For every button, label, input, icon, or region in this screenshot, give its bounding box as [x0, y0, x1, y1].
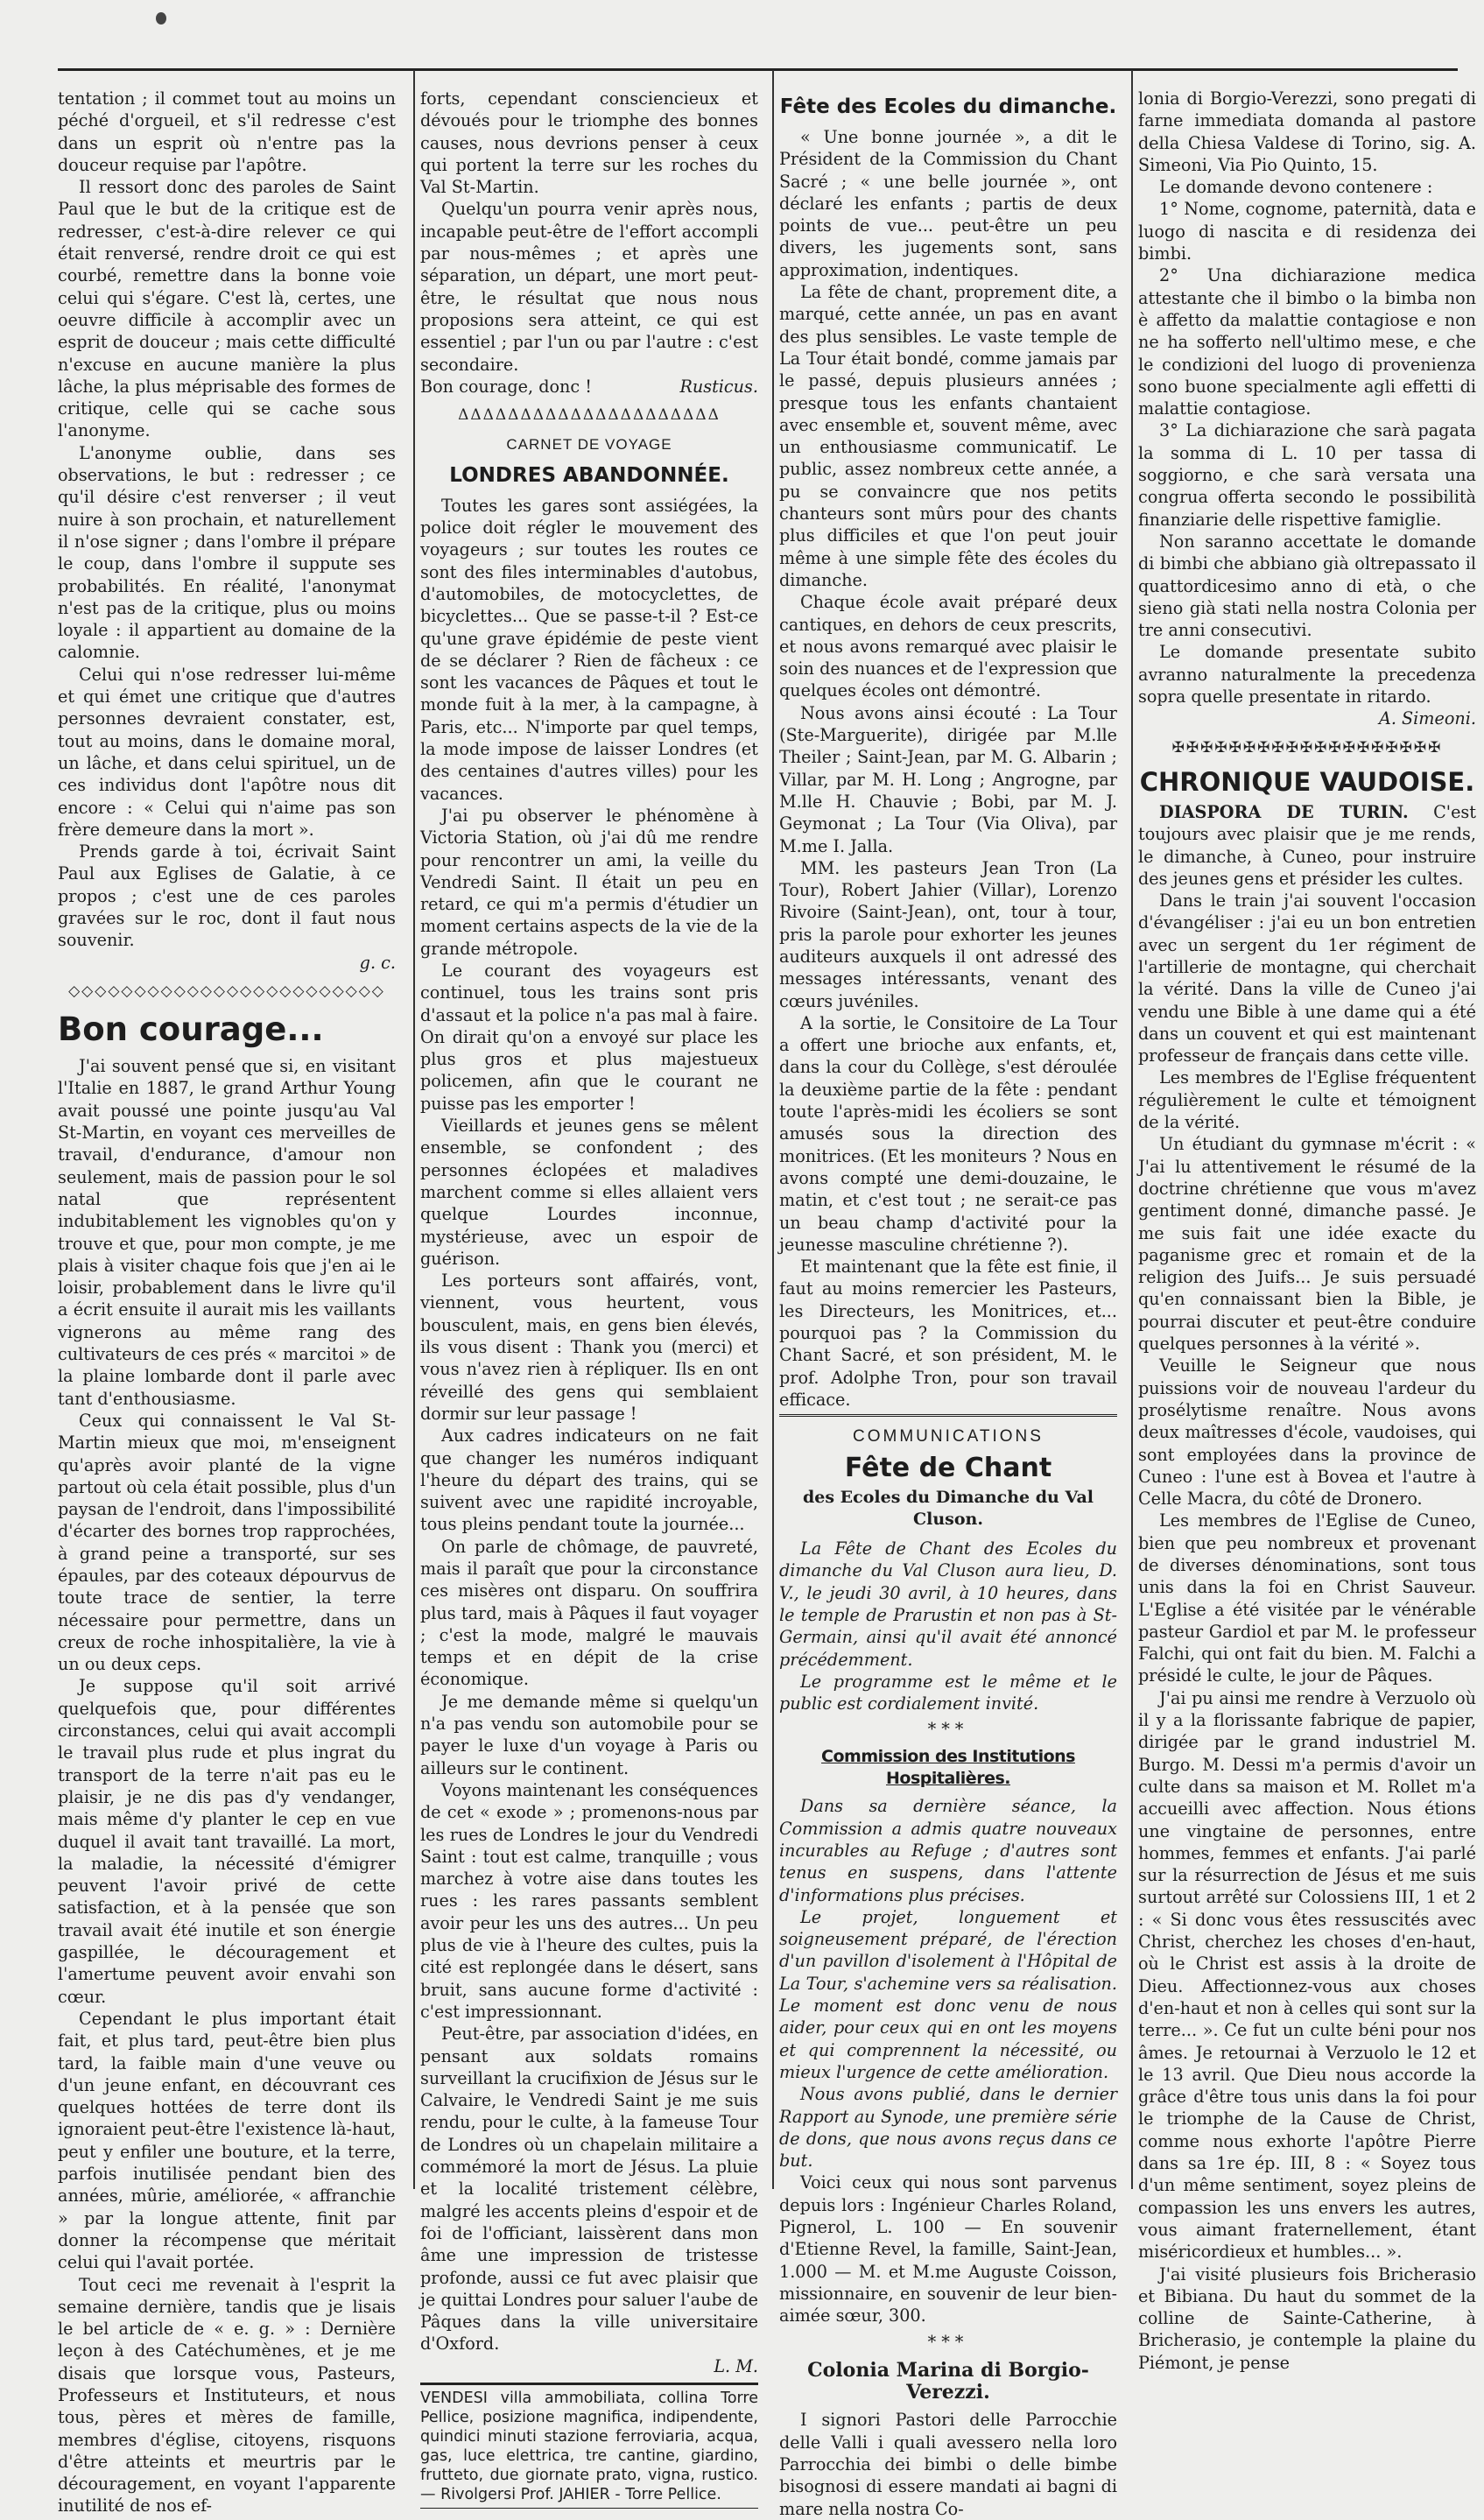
top-rule [58, 68, 1458, 71]
paragraph: Dans sa dernière séance, la Commission a admis quatre nouveaux incurables au Refuge ; d'autres sont tenus en suspens, dans l'attente d'informations plus précises. [779, 1796, 1117, 1905]
paragraph: Il ressort donc des paroles de Saint Paul que le but de la critique est de redresser, c'est-à-dire relever ce qui était renversé, rendre droit ce qui est courbé, remettre dans la bonne voie celui qui s'égare. C'est là, certes, une oeuvre difficile à accomplir avec un esprit de douceur ; mais cette difficulté n'excuse en aucune manière la plus lâche, la plus méprisable des formes de critique, celle qui se cache sous l'anonyme. [58, 177, 396, 441]
ink-blot [156, 12, 166, 25]
paragraph: Un étudiant du gymnase m'écrit : « J'ai lu attentivement le résumé de la doctrine chrétienne que vous m'avez gentiment donné, dimanche passé. Je me suis fait une idée exacte du paganisme grec et romain et de la religion des Juifs... Je suis persuadé qu'en connaissant bien la Bible, je pourrai discuter et peut-être conduire quelques personnes à la vérité ». [1138, 1134, 1476, 1355]
paragraph: tentation ; il commet tout au moins un péché d'orgueil, et s'il redresse c'est dans un esprit où n'entre pas la douceur requise par l'apôtre. [58, 88, 396, 175]
paragraph-text: C'est toujours avec plaisir que je me rends, le dimanche, à Cuneo, pour instruire des jeunes gens et présider les cultes. [1138, 801, 1476, 889]
paragraph: 2° Una dichiarazione medica attestante che il bimbo o la bimba non è affetto da malattie contagiose e non ne ha sofferto nell'ultimo mese, e che le condizioni del luogo di provenienza sono buone specialmente agli effetti di malattie contagiose. [1138, 265, 1476, 419]
signature-line [420, 376, 758, 398]
paragraph: MM. les pasteurs Jean Tron (La Tour), Robert Jahier (Villar), Lorenzo Rivoire (Saint-Jean), ont, tour à tour, pris la parole pour exhorter les jeunes auditeurs auxquels il ont adressé des messages intéressants, venant des cœurs juvéniles. [779, 857, 1117, 1011]
paragraph: 3° La dichiarazione che sarà pagata la somma di L. 10 per tassa di soggiorno, e che sarà versata una congrua offerta secondo le possibilità finanziarie delle rispettive famiglie. [1138, 420, 1476, 530]
paragraph: J'ai pu ainsi me rendre à Verzuolo où il y a la florissante fabrique de papier, dirigée par le grand industriel M. Burgo. M. Dessi m'a permis d'avoir un culte dans sa maison et M. Rollet m'a accueilli avec affection. Nous étions une vingtaine de personnes, entre hommes, femmes et enfants. J'ai parlé sur la résurrection de Jésus et me suis surtout arrêté sur Colossiens III, 1 et 2 : « Si donc vous êtes ressuscités avec Christ, cherchez les choses d'en-haut, où le Christ est assis à la droite de Dieu. Affectionnez-vous aux choses d'en-haut et non à celles qui sont sur la terre... ». Ce fut un culte béni pour nos âmes. Je retournai à Verzuolo le 12 et le 13 avril. Que Dieu nous accorde la grâce d'être tous unis dans la foi pour le triomphe de la Cause de Christ, comme nous exhorte l'apôtre Pierre dans sa 1re ép. III, 8 : « Soyez tous d'un même sentiment, soyez pleins de compassion les uns envers les autres, vous aimant fraternellement, étant miséricordieux et humbles... ». [1138, 1687, 1476, 2263]
paragraph: Je me demande même si quelqu'un n'a pas vendu son automobile pour se payer le luxe d'un voyage à Paris ou ailleurs sur le continent. [420, 1691, 758, 1778]
article-title: Fête des Ecoles du dimanche. [779, 95, 1117, 118]
paragraph: Les membres de l'Eglise de Cuneo, bien que peu nombreux et provenant de diverses dénominations, sont tous unis dans la foi en Christ Sauveur. L'Eglise a été visitée par le vénérable pasteur Gardiol et par M. le professeur Falchi, qui ont fait du bien. M. Falchi a présidé le culte, le jour de Pâques. [1138, 1510, 1476, 1686]
paragraph: La Fête de Chant des Ecoles du dimanche du Val Cluson aura lieu, D. V., le jeudi 30 avril, à 10 heures, dans le temple de Prarustin et non pas à St-Germain, ainsi qu'il avait été annoncé précédemment. [779, 1538, 1117, 1670]
classified-ad: VENDESI villa ammobiliata, collina Torre Pellice, posizione magnifica, indipendente, quindici minuti stazione ferroviaria, acqua, gas, luce elettrica, tre cantine, giardino, frutteto, due giornate prato, vigna, rustico. — Rivolgersi Prof. JAHIER - Torre Pellice. [420, 2383, 758, 2509]
paragraph: Les porteurs sont affairés, vont, viennent, vous heurtent, vous bousculent, mais, en gens bien élevés, ils vous disent : Thank you (merci) et vous n'avez rien à répliquer. Ils en ont réveillé des gens qui semblaient dormir sur leur passage ! [420, 1271, 758, 1424]
paragraph: La fête de chant, proprement dite, a marqué, cette année, un pas en avant des plus sensibles. Le vaste temple de La Tour était bondé, comme jamais par le passé, depuis plusieurs années ; presque tous les enfants chantaient avec ensemble et, souvent même, avec un enthousiasme communicatif. Le public, assez nombreux cette année, a pu se convaincre que nos petits chanteurs sont mûrs pour des chants plus difficiles et que l'on peut jouir même à une simple fête des écoles du dimanche. [779, 282, 1117, 590]
paragraph: lonia di Borgio-Verezzi, sono pregati di farne immediata domanda al pastore della Chiesa Valdese di Torino, sig. A. Simeoni, Via Pio Quinto, 15. [1138, 88, 1476, 175]
paragraph: Le domande presentate subito avranno naturalmente la precedenza sopra quelle presentate in ritardo. [1138, 642, 1476, 707]
section-kicker: COMMUNICATIONS [853, 1427, 1044, 1447]
paragraph: Chaque école avait préparé deux cantiques, en dehors de ceux prescrits, et nous avons remarqué avec plaisir le soin des nuances et de l'expression que quelques écoles ont démontré. [779, 592, 1117, 701]
paragraph: Non saranno accettate le domande di bimbi che abbiano già oltrepassato il quattordicesimo anno di età, o che sieno già stati nella nostra Colonia per tre anni consecutivi. [1138, 531, 1476, 641]
column-separator [413, 70, 415, 2189]
article-title: CHRONIQUE VAUDOISE. [1139, 766, 1475, 797]
paragraph: Cependant le plus important était fait, et plus tard, peut-être bien plus tard, la faible main d'une veuve ou d'un jeune enfant, en découvrant ces quelques hottées de terre dont ils ignoraient peut-être l'existence là-haut, peut y enfiler une bouture, et la terre, parfois inutilisée pendant bien des années, mûrie, améliorée, « affranchie » par la longue attente, finit par donner la récompense que méritait celui qui l'avait portée. [58, 2008, 396, 2273]
paragraph [1138, 801, 1476, 890]
column-4 [1138, 88, 1476, 2373]
paragraph: Aux cadres indicateurs on ne fait que changer les numéros indiquant l'heure du départ des trains, qui se suivent avec une rapidité incroyable, tous pleins pendant toute la journée... [420, 1425, 758, 1535]
paragraph: Ceux qui connaissent le Val St-Martin mieux que moi, m'enseignent qu'après avoir planté de la vigne partout où cela était possible, plus d'un paysan de l'endroit, dans l'impossibilité d'écarter des bornes trop rapprochées, à grand peine a transporté, sur ses épaules, par des coteaux dépourvus de toute trace de sentier, la terre nécessaire pour permettre, dans un creux de roche inhospitalière, la vie à un ou deux ceps. [58, 1410, 396, 1675]
paragraph: Prends garde à toi, écrivait Saint Paul aux Eglises de Galatie, à ce propos ; c'est une de ces paroles gravées sur le roc, dont il faut nous souvenir. [58, 841, 396, 951]
signature: Rusticus. [679, 376, 758, 397]
signature: L. M. [714, 2355, 758, 2376]
paragraph: Veuille le Seigneur que nous puissions voir de nouveau l'ardeur du prosélytisme renaître. Nous avons deux maîtresses d'école, vaudoises, qui sont employées dans la province de Cuneo : l'une est à Bovea et l'autre à Celle Macra, du côté de Dronero. [1138, 1355, 1476, 1510]
ornament-divider: ◇◇◇◇◇◇◇◇◇◇◇◇◇◇◇◇◇◇◇◇◇◇◇◇ [68, 982, 385, 1000]
column-separator [1131, 70, 1133, 2189]
paragraph: J'ai visité plusieurs fois Bricherasio et Bibiana. Du haut du sommet de la colline de Sainte-Catherine, à Bricherasio, je contemple la plaine du Piémont, je pense [1138, 2263, 1476, 2373]
paragraph: Quelqu'un pourra venir après nous, incapable peut-être de l'effort accompli par nous-mêmes ; et après une séparation, un départ, une mort peut-être, le résultat que nous nous proposions sera atteint, ce qui est essentiel ; par l'un ou par l'autre : c'est secondaire. [420, 199, 758, 375]
column-2 [420, 88, 758, 2503]
paragraph: Voyons maintenant les conséquences de cet « exode » ; promenons-nous par les rues de Londres le jour du Vendredi Saint : tout est calme, tranquille ; vous marchez à votre aise dans toutes les rues : les rares passants semblent avoir peur les uns des autres... Un peu plus de vie à l'heure des cultes, puis la cité est replongée dans le désert, sans bruit, sans aucune forme d'activité : c'est impressionnant. [420, 1779, 758, 2022]
column-1 [58, 88, 396, 2516]
paragraph: Nous avons ainsi écouté : La Tour (Ste-Marguerite), dirigée par M.lle Theiler ; Saint-Jean, par M. G. Albarin ; Villar, par M. H. Long ; Angrogne, par M.lle H. Chauvie ; Bobi, par M. J. Geymonat ; La Tour (Via Oliva), par M.me I. Jalla. [779, 702, 1117, 856]
paragraph: Le domande devono contenere : [1159, 177, 1433, 198]
article-subtitle: des Ecoles du Dimanche du Val Cluson. [803, 1487, 1094, 1529]
article-title: Bon courage... [58, 1010, 324, 1049]
paragraph: Vieillards et jeunes gens se mêlent ensemble, se confondent ; des personnes éclopées et maladives marchent comme si elles allaient vers quelque Lourdes inconnue, mystérieuse, avec un espoir de guérison. [420, 1116, 758, 1269]
paragraph: On parle de chômage, de pauvreté, mais il paraît que pour la circonstance ces misères ont disparu. On souffrira plus tard, mais à Pâques il faut voyager ; c'est la mode, malgré le mauvais temps et en dépit de la crise économique. [420, 1536, 758, 1690]
paragraph: L'anonyme oublie, dans ses observations, le but : redresser ; ce qu'il désire c'est renverser ; il veut nuire à son prochain, et naturellement il n'ose signer ; dans l'ombre il prépare le coup, dans l'ombre il suppute ses probabilités. En réalité, l'anonymat n'est pas de la critique, plus ou moins loyale : il appartient au domaine de la calomnie. [58, 442, 396, 663]
paragraph: Celui qui n'ose redresser lui-même et qui émet une critique que d'autres personnes devraient constater, est, tout au moins, dans le domaine moral, un lâche, et dans celui spirituel, un de ces individus dont l'apôtre nous dit encore : « Celui qui n'aime pas son frère demeure dans la mort ». [58, 664, 396, 840]
paragraph: Voici ceux qui nous sont parvenus depuis lors : Ingénieur Charles Roland, Pignerol, L. 100 — En souvenir d'Etienne Revel, la famille, Saint-Jean, 1.000 — M. et M.me Auguste Coisson, missionnaire, en souvenir de leur bien-aimée sœur, 300. [779, 2172, 1117, 2326]
section-rule [779, 1414, 1117, 1417]
stars-divider: *** [927, 1719, 969, 1740]
paragraph: Dans le train j'ai souvent l'occasion d'évangéliser : j'ai eu un bon entretien avec un sergent du 1er régiment de l'artillerie de montagne, qui cherchait la vérité. Dans la ville de Cuneo j'ai vendu une Bible à une dame qui a été dans un couvent et qui est maintenant professeur de français dans cette ville. [1138, 890, 1476, 1066]
article-title: Colonia Marina di Borgio-Verezzi. [807, 2358, 1089, 2404]
paragraph: Nous avons publié, dans le dernier Rapport au Synode, une première série de dons, que nous avons reçus dans ce but. [779, 2084, 1117, 2172]
paragraph: I signori Pastori delle Parrocchie delle Valli i quali avessero nella loro Parrocchia dei bimbi o delle bimbe bisognosi di essere mandati ai bagni di mare nella nostra Co- [779, 2410, 1117, 2519]
signature: A. Simeoni. [1378, 708, 1476, 729]
paragraph: Toutes les gares sont assiégées, la police doit régler le mouvement des voyageurs ; sur toutes les routes ce sont des files interminables d'autobus, d'automobiles, de motocyclettes, de bicyclettes... Que se passe-t-il ? Est-ce qu'une grave épidémie de peste vient de se déclarer ? Rien de fâcheux : ce sont les vacances de Pâques et tout le monde fuit à la mer, à la campagne, à Paris, etc... N'importe par quel temps, la mode impose de laisser Londres (et des centaines d'autres villes) pour les vacances. [420, 495, 758, 804]
paragraph: Les membres de l'Eglise fréquentent régulièrement le culte et témoignent de la vérité. [1138, 1067, 1476, 1133]
paragraph: Le programme est le même et le public est cordialement invité. [779, 1671, 1117, 1714]
closing-text: Bon courage, donc ! [420, 376, 592, 397]
signature: g. c. [359, 952, 396, 973]
article-title: Fête de Chant [844, 1452, 1052, 1483]
paragraph: 1° Nome, cognome, paternità, data e luogo di nascita e di residenza dei bimbi. [1138, 199, 1476, 264]
paragraph: Tout ceci me revenait à l'esprit la semaine dernière, tandis que je lisais le bel article de « e. g. » : Dernière leçon à des Catéchumènes, et je me disais que lorsque vous, Pasteurs, Professeurs et Instituteurs, et nous tous, pères et mères de famille, membres d'église, citoyens, risquons d'être atteints et meurtris par le découragement, en voyant l'apparente inutilité de nos ef- [58, 2274, 396, 2516]
column-3 [779, 88, 1117, 2519]
section-kicker: CARNET DE VOYAGE [506, 436, 672, 454]
column-separator [772, 70, 774, 2189]
paragraph: Le courant des voyageurs est continuel, tous les trains sont pris d'assaut et la police n'a pas mal à faire. On dirait qu'on a envoyé sur place les plus gros et plus majestueux policemen, afin que le courant ne puisse pas les emporter ! [420, 960, 758, 1114]
ornament-divider: ΔΔΔΔΔΔΔΔΔΔΔΔΔΔΔΔΔΔΔΔΔ [458, 406, 721, 425]
paragraph: forts, cependant consciencieux et dévoués pour le triomphe des bonnes causes, nous devrions penser à ceux qui portent la terre sur les roches du Val St-Martin. [420, 88, 758, 198]
paragraph: Et maintenant que la fête est finie, il faut au moins remercier les Pasteurs, les Directeurs, les Monitrices, et... pourquoi pas ? la Commission du Chant Sacré, et son président, M. le prof. Adolphe Tron, pour son travail efficace. [779, 1256, 1117, 1410]
paragraph: J'ai pu observer le phénomène à Victoria Station, où j'ai dû me rendre pour rencontrer un ami, la veille du Vendredi Saint. Il était un peu en retard, ce qui m'a permis d'étudier un moment certains aspects de la vie de la grande métropole. [420, 805, 758, 959]
ornament-divider: ✠✠✠✠✠✠✠✠✠✠✠✠✠✠✠✠✠✠✠ [1171, 738, 1443, 757]
article-title: LONDRES ABANDONNÉE. [449, 463, 729, 487]
paragraph: A la sortie, le Consitoire de La Tour a offert une brioche aux enfants, et, dans la cour du Collège, s'est déroulée la deuxième partie de la fête : pendant toute l'après-midi les écoliers se sont amusés sous la direction des monitrices. (Et les moniteurs ? Nous en avons compté une demi-douzaine, le matin, et c'est tout ; ne serait-ce pas un beau champ d'activité pour la jeunesse masculine chrétienne ?). [779, 1012, 1117, 1255]
stars-divider: *** [927, 2331, 969, 2352]
paragraph: Je suppose qu'il soit arrivé quelquefois que, pour différentes circonstances, celui qui avait accompli le travail plus rude et plus ingrat du transport de la terre n'ait pas eu le plaisir, je ne dis pas d'y vendanger, mais même d'y planter le cep en vue duquel il avait tant travaillé. La mort, la maladie, la nécessité d'émigrer peuvent l'avoir privé de cette satisfaction, et à la pensée que son travail avait été inutile et son énergie gaspillée, le découragement et l'amertume peuvent avoir envahi son cœur. [58, 1676, 396, 2007]
lead-in: DIASPORA DE TURIN. [1159, 801, 1409, 822]
paragraph: « Une bonne journée », a dit le Président de la Commission du Chant Sacré ; « une belle journée », ont déclaré les enfants ; partis de deux points de vue... peut-être un peu divers, les jugements sont, sans approximation, indentiques. [779, 127, 1117, 280]
paragraph: J'ai souvent pensé que si, en visitant l'Italie en 1887, le grand Arthur Young avait poussé une pointe jusqu'au Val St-Martin, en voyant ces merveilles de travail, d'endurance, d'amour non seulement, mais de passion pour le sol natal que représentent indubitablement les vignobles qu'on y trouve et que, pour mon compte, je me plais à visiter chaque fois que j'en ai le loisir, probablement dans le livre qu'il a écrit ensuite il aurait mis les vaillants vignerons au même rang des cultivateurs de ces prés « marcitoi » de la plaine lombarde dont il parle avec tant d'enthousiasme. [58, 1056, 396, 1409]
paragraph: Peut-être, par association d'idées, en pensant aux soldats romains surveillant la crucifixion de Jésus sur le Calvaire, le Vendredi Saint je me suis rendu, pour le culte, à la fameuse Tour de Londres où un chapelain militaire a commémoré la mort de Jésus. La pluie et la localité tristement célèbre, malgré les accents pleins d'espoir et de foi de l'officiant, laissèrent dans mon âme une impression de tristesse profonde, aussi ce fut avec plaisir que je quittai Londres pour saluer l'aube de Pâques dans la ville universitaire d'Oxford. [420, 2024, 758, 2355]
paragraph: Le projet, longuement et soigneusement préparé, de l'érection d'un pavillon d'isolement à l'Hôpital de La Tour, s'achemine vers sa réalisation. Le moment est donc venu de nous aider, pour ceux qui en ont les moyens et qui comprennent la nécessité, ou mieux l'urgence de cette amélioration. [779, 1906, 1117, 2082]
article-title: Commission des Institutions Hospitalières. [821, 1746, 1075, 1789]
